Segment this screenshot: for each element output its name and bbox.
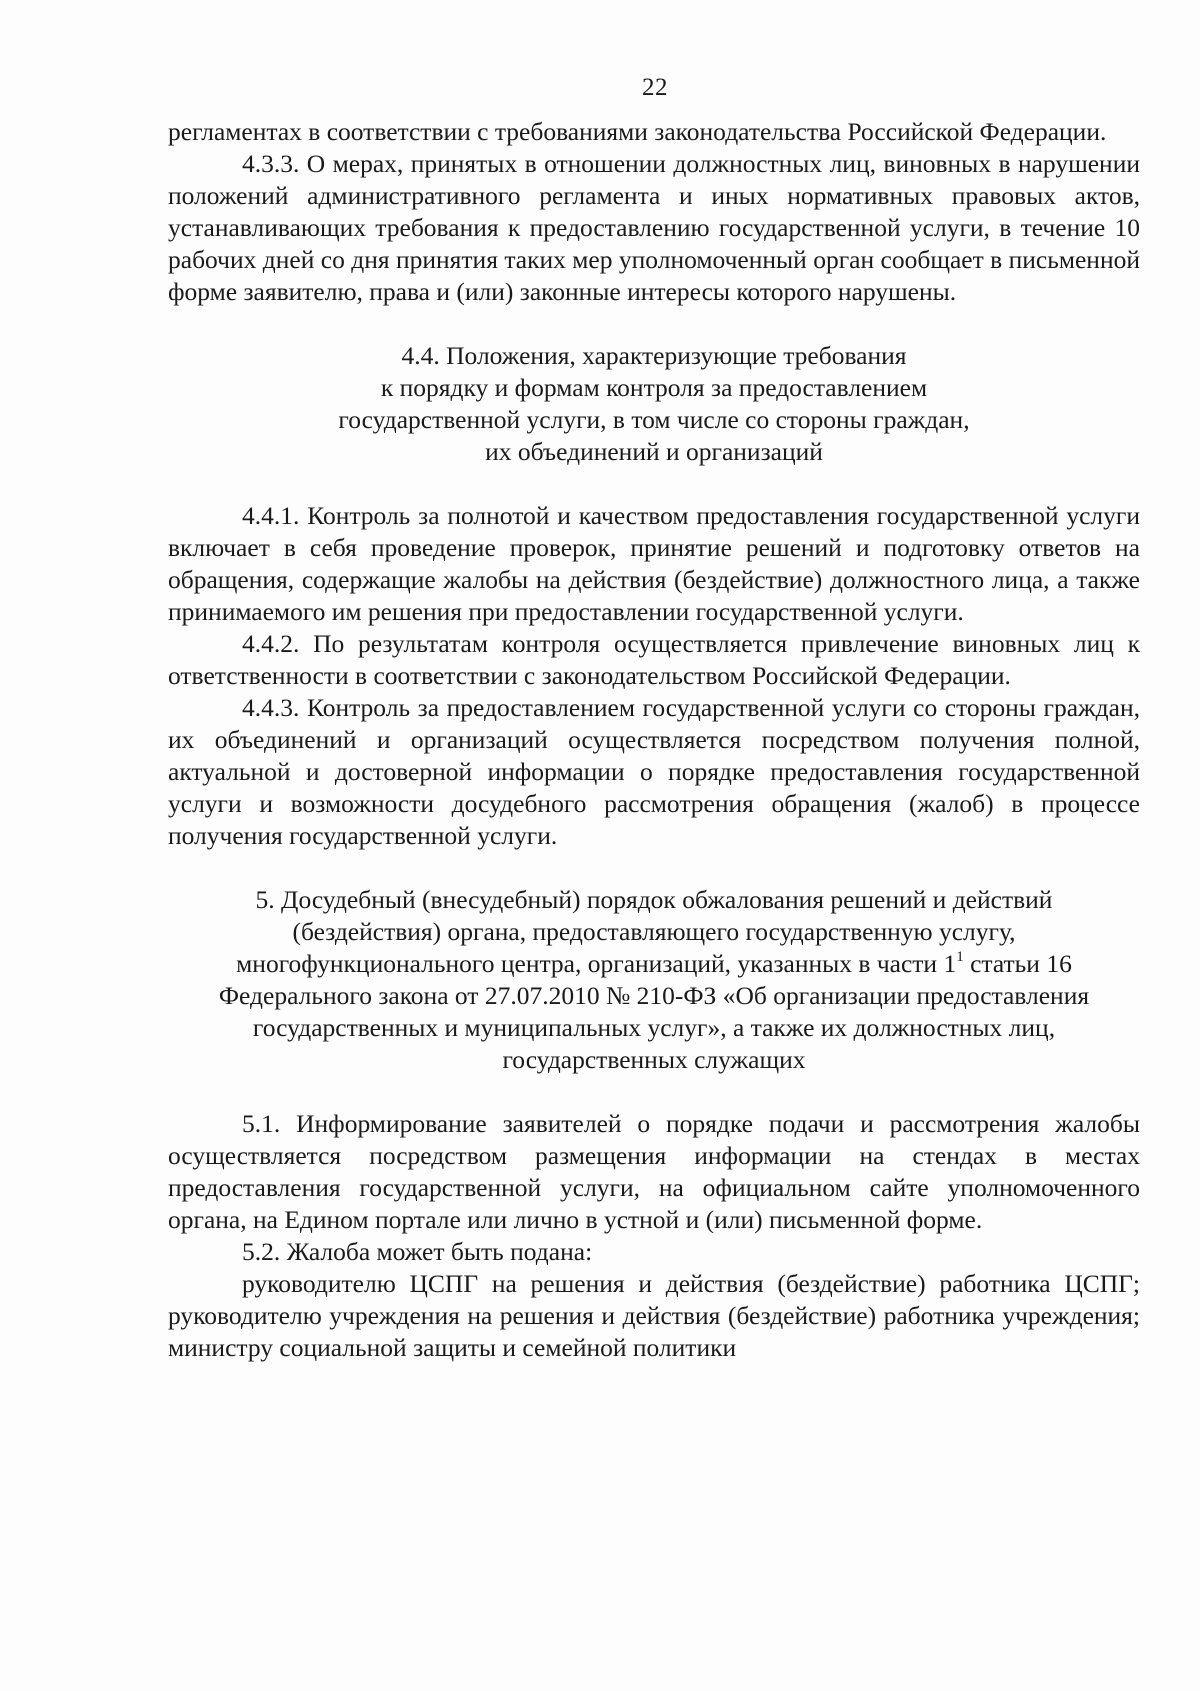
paragraph-continuation: регламентах в соответствии с требованиями законодательства Российской Федерации. xyxy=(168,117,1107,146)
paragraph-4-4-1: 4.4.1. Контроль за полнотой и качеством предоставления государственной услуги включает в себя проведение проверок, принятие решений и подготовку ответов на обращения, содержащие жалобы на действия (бездействие) должностного лица, а также принимаемого им решения при предоставлении государственной услуги. xyxy=(168,501,1140,626)
heading-text: многофункционального центра, организаций, указанных в части 1 xyxy=(236,949,957,978)
heading-line: государственной услуги, в том числе со стороны граждан, xyxy=(338,405,970,434)
heading-line: государственных служащих xyxy=(502,1045,806,1074)
paragraph-5-2-recipients: руководителю ЦСПГ на решения и действия (бездействие) работника ЦСПГ; руководителю учреждения на решения и действия (бездействие) работника учреждения; министру социальной защиты и семейной политики xyxy=(168,1269,1140,1362)
spacer xyxy=(168,468,1140,500)
heading-line: 4.4. Положения, характеризующие требования xyxy=(401,341,907,370)
paragraph-5-2: 5.2. Жалоба может быть подана: xyxy=(242,1237,593,1266)
heading-text: статьи 16 xyxy=(963,949,1072,978)
heading-line: к порядку и формам контроля за предоставлением xyxy=(380,373,928,402)
heading-line: их объединений и организаций xyxy=(485,437,823,466)
paragraph-5-1: 5.1. Информирование заявителей о порядке подачи и рассмотрения жалобы осуществляется посредством размещения информации на стендах в местах предоставления государственной услуги, на официальном сайте уполномоченного органа, на Едином портале или лично в устной и (или) письменной форме. xyxy=(168,1109,1140,1234)
page-number: 22 xyxy=(642,74,668,101)
paragraph-4-3-3: 4.3.3. О мерах, принятых в отношении должностных лиц, виновных в нарушении положений административного регламента и иных нормативных правовых актов, устанавливающих требования к предоставлению государственной услуги, в течение 10 рабочих дней со дня принятия таких мер уполномоченный орган сообщает в письменной форме заявителю, права и (или) законные интересы которого нарушены. xyxy=(168,149,1140,306)
heading-line-with-superscript xyxy=(168,948,1140,980)
section-heading-5 xyxy=(168,884,1140,1076)
section-heading-4-4 xyxy=(168,340,1140,468)
paragraph-4-4-2: 4.4.2. По результатам контроля осуществляется привлечение виновных лиц к ответственности в соответствии с законодательством Российской Федерации. xyxy=(168,629,1140,690)
spacer xyxy=(168,1076,1140,1108)
heading-line: государственных и муниципальных услуг», а также их должностных лиц, xyxy=(252,1013,1056,1042)
heading-line: Федерального закона от 27.07.2010 № 210-ФЗ «Об организации предоставления xyxy=(218,981,1090,1010)
heading-line: 5. Досудебный (внесудебный) порядок обжалования решений и действий xyxy=(255,885,1053,914)
spacer xyxy=(168,308,1140,340)
paragraph-4-4-3: 4.4.3. Контроль за предоставлением государственной услуги со стороны граждан, их объединений и организаций осуществляется посредством получения полной, актуальной и достоверной информации о порядке предоставления государственной услуги и возможности досудебного рассмотрения обращения (жалоб) в процессе получения государственной услуги. xyxy=(168,693,1140,850)
superscript: 1 xyxy=(956,948,964,965)
heading-line: (бездействия) органа, предоставляющего государственную услугу, xyxy=(292,917,1016,946)
spacer xyxy=(168,852,1140,884)
document-body xyxy=(168,116,1140,1364)
